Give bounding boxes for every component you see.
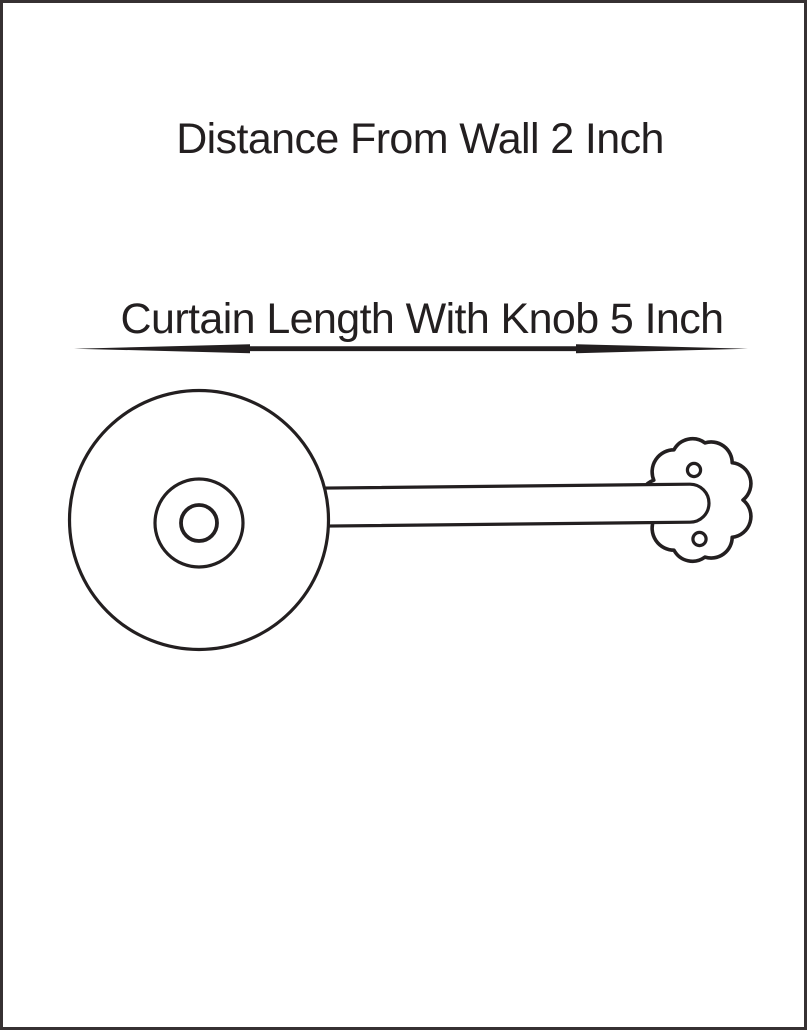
distance-from-wall-label: Distance From Wall 2 Inch bbox=[176, 115, 664, 163]
screw-hole-bottom bbox=[693, 532, 706, 545]
curtain-length-label: Curtain Length With Knob 5 Inch bbox=[120, 295, 724, 343]
dimension-arrow bbox=[74, 344, 748, 353]
rod-shaft bbox=[313, 484, 709, 526]
knob-face-center-circle bbox=[181, 505, 217, 541]
screw-hole-top bbox=[687, 463, 700, 476]
curtain-knob-diagram bbox=[3, 3, 807, 1030]
